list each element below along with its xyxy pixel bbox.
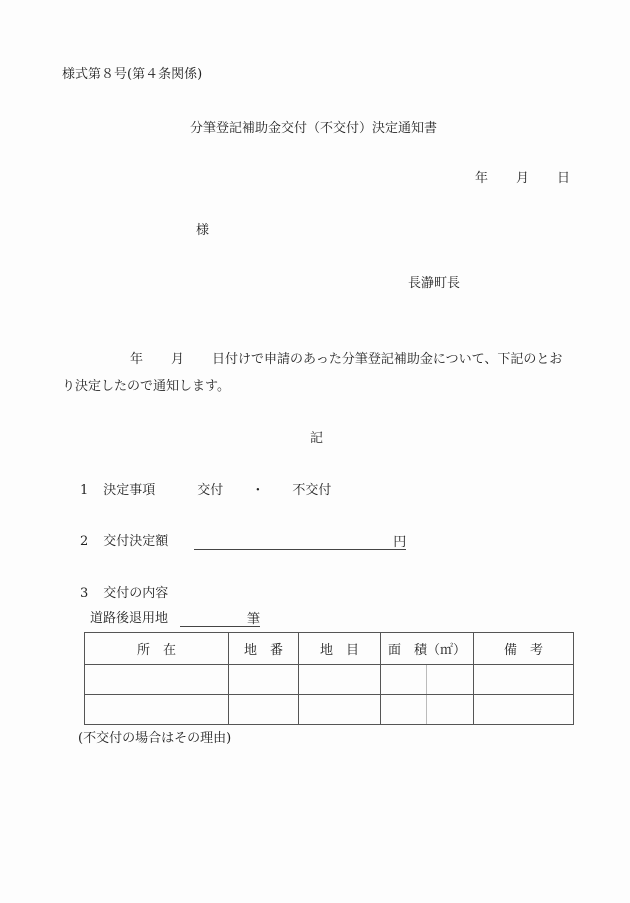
option-no-grant[interactable]: 不交付 bbox=[292, 483, 332, 498]
cell-area-integer[interactable] bbox=[381, 665, 427, 695]
cell-lot-number[interactable] bbox=[229, 695, 299, 725]
document-title: 分筆登記補助金交付（不交付）決定通知書 bbox=[190, 121, 438, 136]
body-month: 月 bbox=[171, 352, 185, 367]
header-lot-number: 地 番 bbox=[229, 633, 299, 665]
table-row bbox=[85, 665, 574, 695]
road-unit: 筆 bbox=[247, 612, 261, 627]
option-separator: ・ bbox=[251, 483, 265, 498]
cell-area-decimal[interactable] bbox=[427, 665, 474, 695]
cell-area-integer[interactable] bbox=[381, 695, 427, 725]
cell-location[interactable] bbox=[85, 695, 229, 725]
land-table bbox=[84, 632, 574, 725]
cell-lot-number[interactable] bbox=[229, 665, 299, 695]
item-label: 交付の内容 bbox=[103, 586, 169, 601]
date-line bbox=[475, 171, 570, 187]
body-text: 日付けで申請のあった分筆登記補助金について、下記のとお bbox=[212, 352, 563, 367]
option-grant[interactable]: 交付 bbox=[197, 483, 224, 498]
body-year: 年 bbox=[130, 352, 144, 367]
item-label: 交付決定額 bbox=[103, 534, 169, 549]
amount-unit: 円 bbox=[393, 535, 407, 550]
addressee-honorific: 様 bbox=[196, 223, 210, 238]
header-area: 面 積（㎡） bbox=[381, 633, 474, 665]
header-land-category: 地 目 bbox=[299, 633, 381, 665]
date-day: 日 bbox=[557, 171, 571, 186]
road-label: 道路後退用地 bbox=[90, 611, 169, 626]
sender-name: 長瀞町長 bbox=[408, 276, 461, 291]
form-number: 様式第８号(第４条関係) bbox=[62, 67, 203, 82]
cell-land-category[interactable] bbox=[299, 695, 381, 725]
item-label: 決定事項 bbox=[103, 483, 156, 498]
item-decision bbox=[80, 483, 331, 499]
cell-location[interactable] bbox=[85, 665, 229, 695]
item-amount bbox=[80, 534, 406, 550]
item-contents bbox=[80, 586, 168, 602]
item-number: 2 bbox=[80, 534, 89, 549]
cell-land-category[interactable] bbox=[299, 665, 381, 695]
date-month: 月 bbox=[516, 171, 530, 186]
table-header-row bbox=[85, 633, 574, 665]
road-setback-line bbox=[90, 611, 260, 627]
road-count-field[interactable] bbox=[180, 612, 260, 627]
body-line-2: り決定したので通知します。 bbox=[62, 379, 230, 394]
reason-note: (不交付の場合はその理由) bbox=[78, 731, 232, 746]
cell-remarks[interactable] bbox=[474, 665, 574, 695]
amount-field[interactable] bbox=[194, 535, 406, 550]
ki-heading: 記 bbox=[310, 431, 324, 446]
table-row bbox=[85, 695, 574, 725]
cell-area-decimal[interactable] bbox=[427, 695, 474, 725]
item-number: 1 bbox=[80, 483, 89, 498]
header-location: 所 在 bbox=[85, 633, 229, 665]
body-line-1 bbox=[62, 352, 562, 368]
cell-remarks[interactable] bbox=[474, 695, 574, 725]
date-year: 年 bbox=[475, 171, 489, 186]
header-remarks: 備 考 bbox=[474, 633, 574, 665]
item-number: 3 bbox=[80, 586, 89, 601]
